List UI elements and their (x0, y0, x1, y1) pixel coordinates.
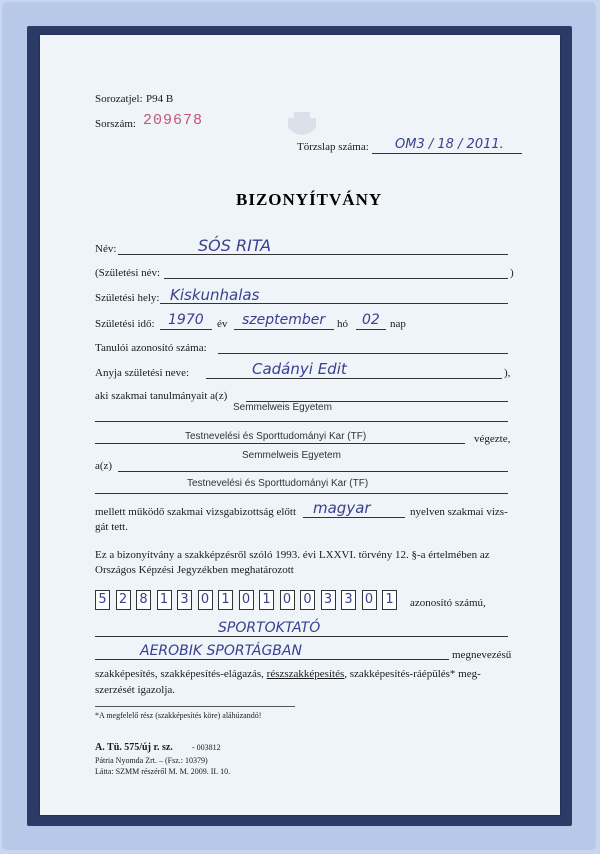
id-digit-box: 3 (177, 590, 192, 610)
id-digit-box: 1 (157, 590, 172, 610)
name-label: Név: (95, 243, 117, 255)
birth-day-line (356, 329, 386, 330)
footnote-rule (95, 706, 295, 707)
coat-of-arms-watermark-icon (282, 112, 322, 140)
language-value: magyar (313, 499, 371, 517)
mother-label: Anyja születési neve: (95, 367, 190, 379)
birth-month-line (234, 329, 334, 330)
id-digit-box: 0 (280, 590, 295, 610)
birth-name-line (164, 278, 508, 279)
language-line (303, 517, 405, 518)
faculty-1: Testnevelési és Sporttudományi Kar (TF) (185, 431, 367, 442)
id-digit-box: 1 (382, 590, 397, 610)
footnote: *A megfelelő rész (szakképesítés köre) aláhúzandó! (95, 711, 262, 720)
types-suffix: , szakképesítés-ráépülés* meg- (344, 668, 481, 680)
qualification-line-1 (95, 636, 508, 637)
register-label: Törzslap száma: (297, 141, 369, 153)
qualification-value-2: AEROBIK SPORTÁGBAN (140, 643, 302, 659)
body-line-1: Ez a bizonyítvány a szakképzésről szóló 1993. évi LXXVI. törvény 12. §-a értelmében az (95, 549, 490, 561)
student-id-line (218, 353, 508, 354)
printer-text: Pátria Nyomda Zrt. – (Fsz.: 10379) (95, 756, 208, 765)
birth-place-label: Születési hely: (95, 292, 160, 304)
id-digit-box: 2 (116, 590, 131, 610)
studies-label: aki szakmai tanulmányait a(z) (95, 390, 228, 402)
exam-done-text: gát tett. (95, 521, 128, 533)
body-line-2: Országos Képzési Jegyzékben meghatározott (95, 564, 294, 576)
name-value: SÓS RITA (198, 236, 272, 255)
birth-month: szeptember (242, 312, 326, 328)
committee-text: mellett működő szakmai vizsgabizottság előtt (95, 506, 297, 518)
naming-text: megnevezésű (452, 649, 512, 661)
faculty-2-line (95, 493, 508, 494)
birth-day: 02 (362, 312, 380, 328)
qualification-line-2 (95, 659, 449, 660)
name-line (118, 254, 508, 255)
month-suffix: hó (337, 318, 348, 330)
series-label: Sorozatjel: (95, 93, 143, 105)
types-prefix: szakképesítés, szakképesítés-elágazás, (95, 668, 264, 680)
mother-end: ), (504, 367, 511, 379)
id-digit-box: 0 (362, 590, 377, 610)
form-code: A. Tü. 575/új r. sz. (95, 742, 173, 753)
faculty-2: Testnevelési és Sporttudományi Kar (TF) (187, 478, 369, 489)
day-suffix: nap (390, 318, 406, 330)
az-label: a(z) (95, 460, 113, 472)
completed-text: végezte, (474, 433, 511, 445)
qualification-types (95, 668, 481, 681)
birth-year: 1970 (168, 312, 204, 328)
year-suffix: év (217, 318, 228, 330)
id-digit-box: 0 (300, 590, 315, 610)
id-digit-box: 5 (95, 590, 110, 610)
faculty-line (95, 443, 465, 444)
institution-2-line (118, 471, 508, 472)
id-digit-box: 3 (341, 590, 356, 610)
register-line (372, 153, 522, 154)
id-digit-box: 0 (239, 590, 254, 610)
birth-year-line (160, 329, 212, 330)
studies-line-2 (95, 421, 508, 422)
types-underlined: részszakképesítés (266, 668, 345, 680)
number-label: Sorszám: (95, 118, 136, 130)
register-value: OM3 / 18 / 2011. (395, 137, 504, 152)
id-digit-box: 1 (218, 590, 233, 610)
birth-name-end: ) (510, 267, 514, 279)
institution-1: Semmelweis Egyetem (233, 402, 332, 413)
birth-place-value: Kiskunhalas (170, 286, 260, 304)
number-value: 209678 (143, 112, 204, 129)
birth-name-label: (Születési név: (95, 267, 161, 279)
id-digit-box: 8 (136, 590, 151, 610)
id-suffix: azonosító számú, (410, 597, 486, 609)
series-value: P94 B (146, 93, 174, 105)
institution-2: Semmelweis Egyetem (242, 450, 341, 461)
id-digit-box: 0 (198, 590, 213, 610)
mother-value: Cadányi Edit (252, 360, 347, 378)
approval-text: Látta: SZMM részéről M. M. 2009. II. 10. (95, 767, 231, 776)
qualification-value-1: SPORTOKTATÓ (218, 620, 321, 636)
id-digit-box: 1 (259, 590, 274, 610)
student-id-label: Tanulói azonosító száma: (95, 342, 207, 354)
language-suffix: nyelven szakmai vizs- (410, 506, 508, 518)
certifies-text: szerzését igazolja. (95, 684, 176, 696)
document-title: BIZONYÍTVÁNY (236, 190, 383, 209)
birth-date-label: Születési idő: (95, 318, 155, 330)
mother-line (206, 378, 502, 379)
id-digit-box: 3 (321, 590, 336, 610)
form-number: - 003812 (192, 743, 221, 752)
